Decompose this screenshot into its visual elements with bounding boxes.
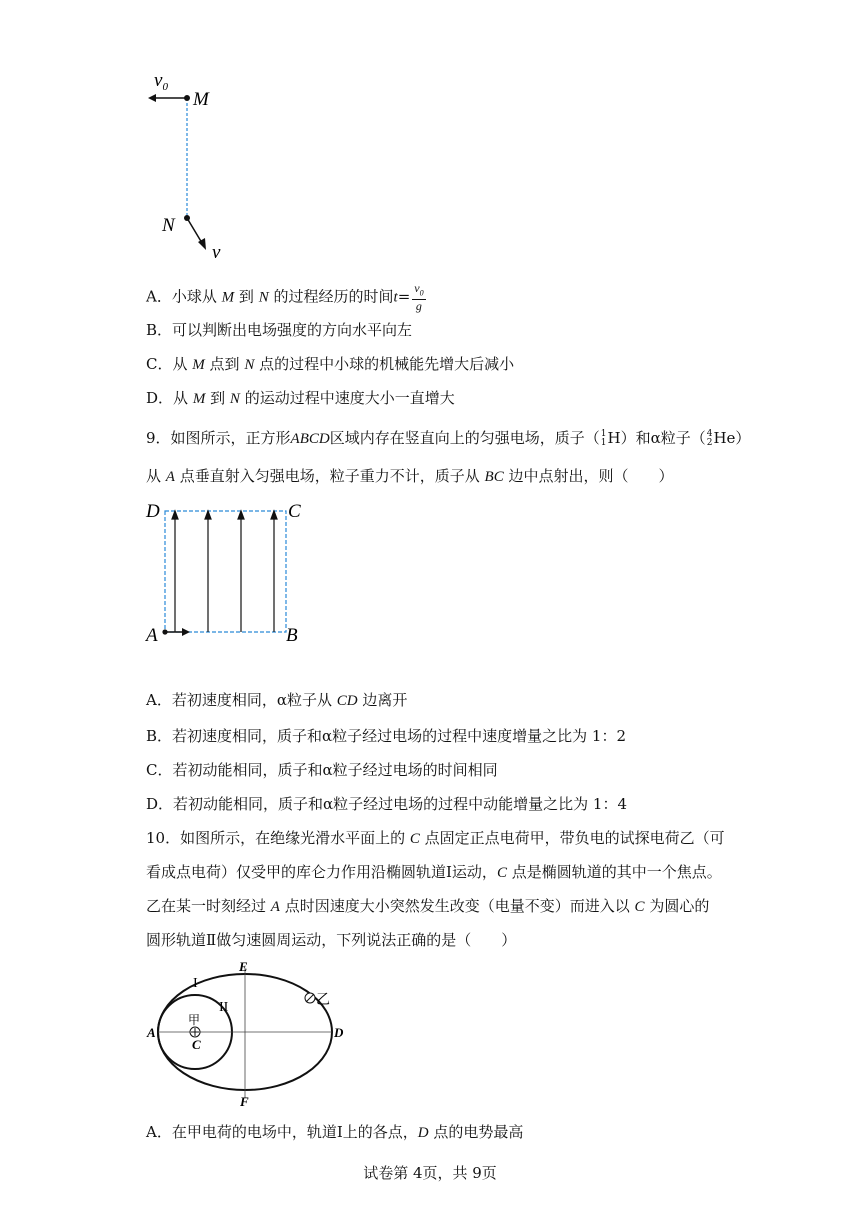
label-orbit-I: I (193, 976, 198, 991)
figure-q8-svg (140, 66, 250, 266)
q8-option-b: B．可以判断出电场强度的方向水平向左 (146, 321, 413, 339)
q9-option-a: A．若初速度相同，α粒子从 CD 边离开 (146, 691, 408, 709)
figure-q9-svg (140, 498, 310, 648)
label-F: F (240, 1094, 249, 1108)
label-C: C (192, 1037, 201, 1052)
v-arrowhead (198, 238, 206, 250)
q10-stem-line2: 看成点电荷）仅受甲的库仑力作用沿椭圆轨道Ⅰ运动，C 点是椭圆轨道的其中一个焦点。 (146, 863, 722, 881)
point-N (184, 215, 190, 221)
label-D: D (146, 501, 160, 522)
fraction-v0-over-g: $\frac{v_0}{g}$ (414, 281, 424, 314)
v0-arrowhead (148, 94, 156, 102)
label-D: D (334, 1025, 344, 1040)
figure-q10-svg (140, 958, 360, 1108)
alpha-isotope: 4 2 (706, 429, 713, 448)
label-M: M (193, 89, 209, 110)
square-region (165, 511, 286, 632)
label-orbit-II: II (219, 1000, 229, 1015)
label-v0: $v_0$ (154, 70, 168, 93)
page-footer: 试卷第 4页，共 9页 (363, 1164, 497, 1182)
field-arrowhead (238, 511, 244, 519)
q8-option-d: D．从 M 到 N 的运动过程中速度大小一直增大 (146, 389, 455, 407)
q9-stem-line1: 9．如图所示，正方形ABCD区域内存在竖直向上的匀强电场，质子（ 1 1 H）和α粒子（ 4 2 He） (146, 429, 751, 448)
label-B: B (286, 625, 298, 646)
q9-option-c: C．若初动能相同，质子和α粒子经过电场的时间相同 (146, 761, 498, 779)
field-arrowhead (172, 511, 178, 519)
q10-option-a: A．在甲电荷的电场中，轨道Ⅰ上的各点，D 点的电势最高 (146, 1123, 524, 1141)
point-A (162, 629, 167, 634)
entry-arrowhead (182, 628, 190, 636)
q8-option-a: A．小球从 M 到 N 的过程经历的时间t= $\frac{v_0}{g}$ (146, 281, 424, 314)
label-C: C (288, 501, 301, 522)
label-jia: 甲 (188, 1013, 201, 1027)
label-A: A (146, 625, 158, 646)
q9-option-d: D．若初动能相同，质子和α粒子经过电场的过程中动能增量之比为 1：4 (146, 795, 628, 813)
point-M (184, 95, 190, 101)
v-arrow (187, 218, 202, 243)
label-E: E (239, 959, 248, 974)
field-arrowhead (271, 511, 277, 519)
q10-stem-line3: 乙在某一时刻经过 A 点时因速度大小突然发生改变（电量不变）而进入以 C 为圆心的 (146, 897, 710, 915)
q9-stem-line2: 从 A 点垂直射入匀强电场，粒子重力不计，质子从 BC 边中点射出，则（ ） (146, 467, 674, 485)
label-v: v (212, 242, 221, 263)
q10-stem-line4: 圆形轨道Ⅱ做匀速圆周运动，下列说法正确的是（ ） (146, 931, 517, 949)
q9-option-b: B．若初速度相同，质子和α粒子经过电场的过程中速度增量之比为 1：2 (146, 727, 627, 745)
q10-stem-line1: 10．如图所示，在绝缘光滑水平面上的 C 点固定正点电荷甲，带负电的试探电荷乙（可 (146, 829, 725, 847)
q8-option-c: C．从 M 点到 N 点的过程中小球的机械能先增大后减小 (146, 355, 515, 373)
field-lines (172, 511, 277, 632)
label-N: N (162, 215, 175, 236)
figure-q10 (140, 958, 360, 1108)
field-arrowhead (205, 511, 211, 519)
figure-q9 (140, 498, 310, 648)
label-A: A (147, 1025, 156, 1040)
label-yi: 乙 (316, 993, 330, 1008)
proton-isotope: 1 1 (600, 429, 607, 448)
figure-q8 (140, 66, 250, 266)
